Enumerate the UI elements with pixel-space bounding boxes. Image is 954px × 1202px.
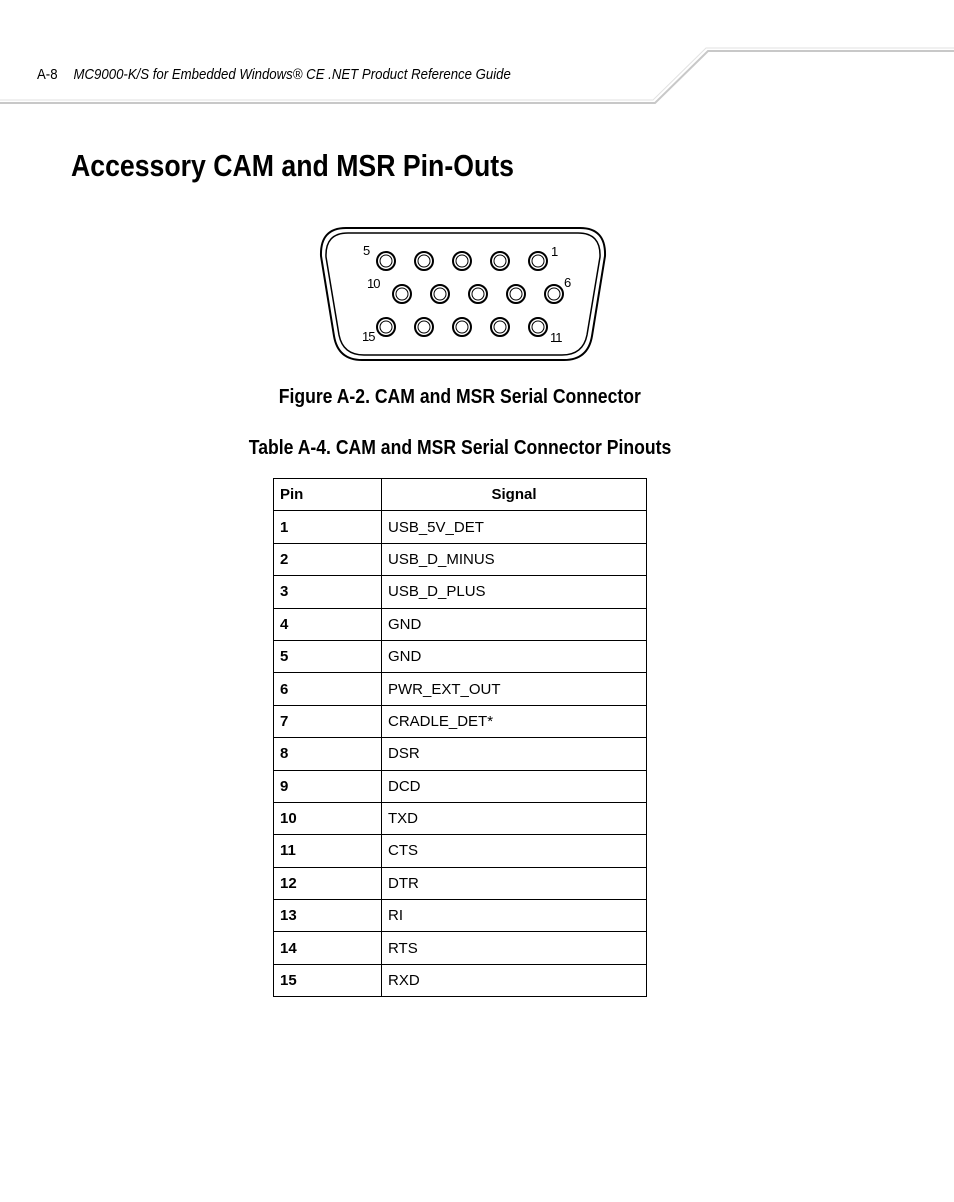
table-row — [274, 932, 647, 964]
signal-name-cell: PWR_EXT_OUT — [382, 673, 647, 705]
signal-name-cell: RTS — [382, 932, 647, 964]
pin-number-cell: 14 — [274, 932, 382, 964]
table-row — [274, 835, 647, 867]
table-row — [274, 964, 647, 996]
connector-pin-inner — [510, 288, 522, 300]
connector-pin-inner — [548, 288, 560, 300]
pin-label-5: 5 — [363, 243, 371, 258]
pin-number-cell: 6 — [274, 673, 382, 705]
pin-column-header: Pin — [274, 479, 382, 511]
signal-name-cell: USB_D_MINUS — [382, 543, 647, 575]
pin-number-cell: 8 — [274, 738, 382, 770]
figure-caption-text: Figure A-2. CAM and MSR Serial Connector — [278, 386, 642, 408]
pin-number-cell: 13 — [274, 900, 382, 932]
signal-name-cell: GND — [382, 608, 647, 640]
pin-label-15: 15 — [362, 329, 375, 344]
table-row — [274, 900, 647, 932]
signal-name-cell: DCD — [382, 770, 647, 802]
connector-pin-inner — [396, 288, 408, 300]
connector-pin-inner — [456, 255, 468, 267]
pin-number-cell: 1 — [274, 511, 382, 543]
table-row — [274, 673, 647, 705]
signal-name-cell: TXD — [382, 802, 647, 834]
signal-name-cell: CRADLE_DET* — [382, 705, 647, 737]
connector-pin-inner — [456, 321, 468, 333]
connector-pin-inner — [494, 255, 506, 267]
connector-pin-inner — [380, 321, 392, 333]
pin-group — [377, 252, 563, 336]
table-row — [274, 770, 647, 802]
connector-pin-inner — [418, 255, 430, 267]
pin-number-cell: 2 — [274, 543, 382, 575]
table-row — [274, 738, 647, 770]
table-row — [274, 802, 647, 834]
table-header-row — [274, 479, 647, 511]
figure-caption — [0, 386, 920, 409]
pin-label-10: 10 — [367, 276, 380, 291]
running-header — [37, 66, 511, 83]
connector-pin-inner — [494, 321, 506, 333]
page-number: A-8 — [37, 66, 58, 83]
connector-pin-inner — [434, 288, 446, 300]
pin-number-cell: 9 — [274, 770, 382, 802]
table-row — [274, 867, 647, 899]
table-caption — [0, 437, 920, 460]
connector-diagram — [316, 224, 610, 364]
pin-number-cell: 11 — [274, 835, 382, 867]
pinout-table-body — [274, 511, 647, 997]
signal-name-cell: USB_5V_DET — [382, 511, 647, 543]
table-row — [274, 543, 647, 575]
table-row — [274, 608, 647, 640]
guide-title: MC9000-K/S for Embedded Windows® CE .NET Product Reference Guide — [73, 66, 511, 83]
table-row — [274, 705, 647, 737]
signal-name-cell: GND — [382, 640, 647, 672]
signal-name-cell: DTR — [382, 867, 647, 899]
pin-label-11: 11 — [550, 330, 562, 345]
pin-label-1: 1 — [551, 244, 559, 259]
signal-name-cell: DSR — [382, 738, 647, 770]
signal-name-cell: CTS — [382, 835, 647, 867]
connector-pin-inner — [532, 255, 544, 267]
pin-number-cell: 12 — [274, 867, 382, 899]
pin-number-cell: 5 — [274, 640, 382, 672]
signal-name-cell: RI — [382, 900, 647, 932]
table-row — [274, 576, 647, 608]
table-row — [274, 511, 647, 543]
connector-pin-inner — [532, 321, 544, 333]
pin-number-cell: 10 — [274, 802, 382, 834]
pin-number-cell: 7 — [274, 705, 382, 737]
signal-name-cell: RXD — [382, 964, 647, 996]
pin-label-6: 6 — [564, 275, 572, 290]
pin-number-cell: 3 — [274, 576, 382, 608]
connector-pin-inner — [472, 288, 484, 300]
connector-pin-inner — [418, 321, 430, 333]
pin-number-cell: 15 — [274, 964, 382, 996]
connector-pin-inner — [380, 255, 392, 267]
signal-column-header: Signal — [382, 479, 647, 511]
signal-name-cell: USB_D_PLUS — [382, 576, 647, 608]
table-caption-text: Table A-4. CAM and MSR Serial Connector Pinouts — [248, 437, 672, 459]
header-rule — [0, 0, 954, 110]
pin-number-cell: 4 — [274, 608, 382, 640]
table-row — [274, 640, 647, 672]
pinout-table — [273, 478, 647, 997]
section-title: Accessory CAM and MSR Pin-Outs — [71, 148, 514, 183]
